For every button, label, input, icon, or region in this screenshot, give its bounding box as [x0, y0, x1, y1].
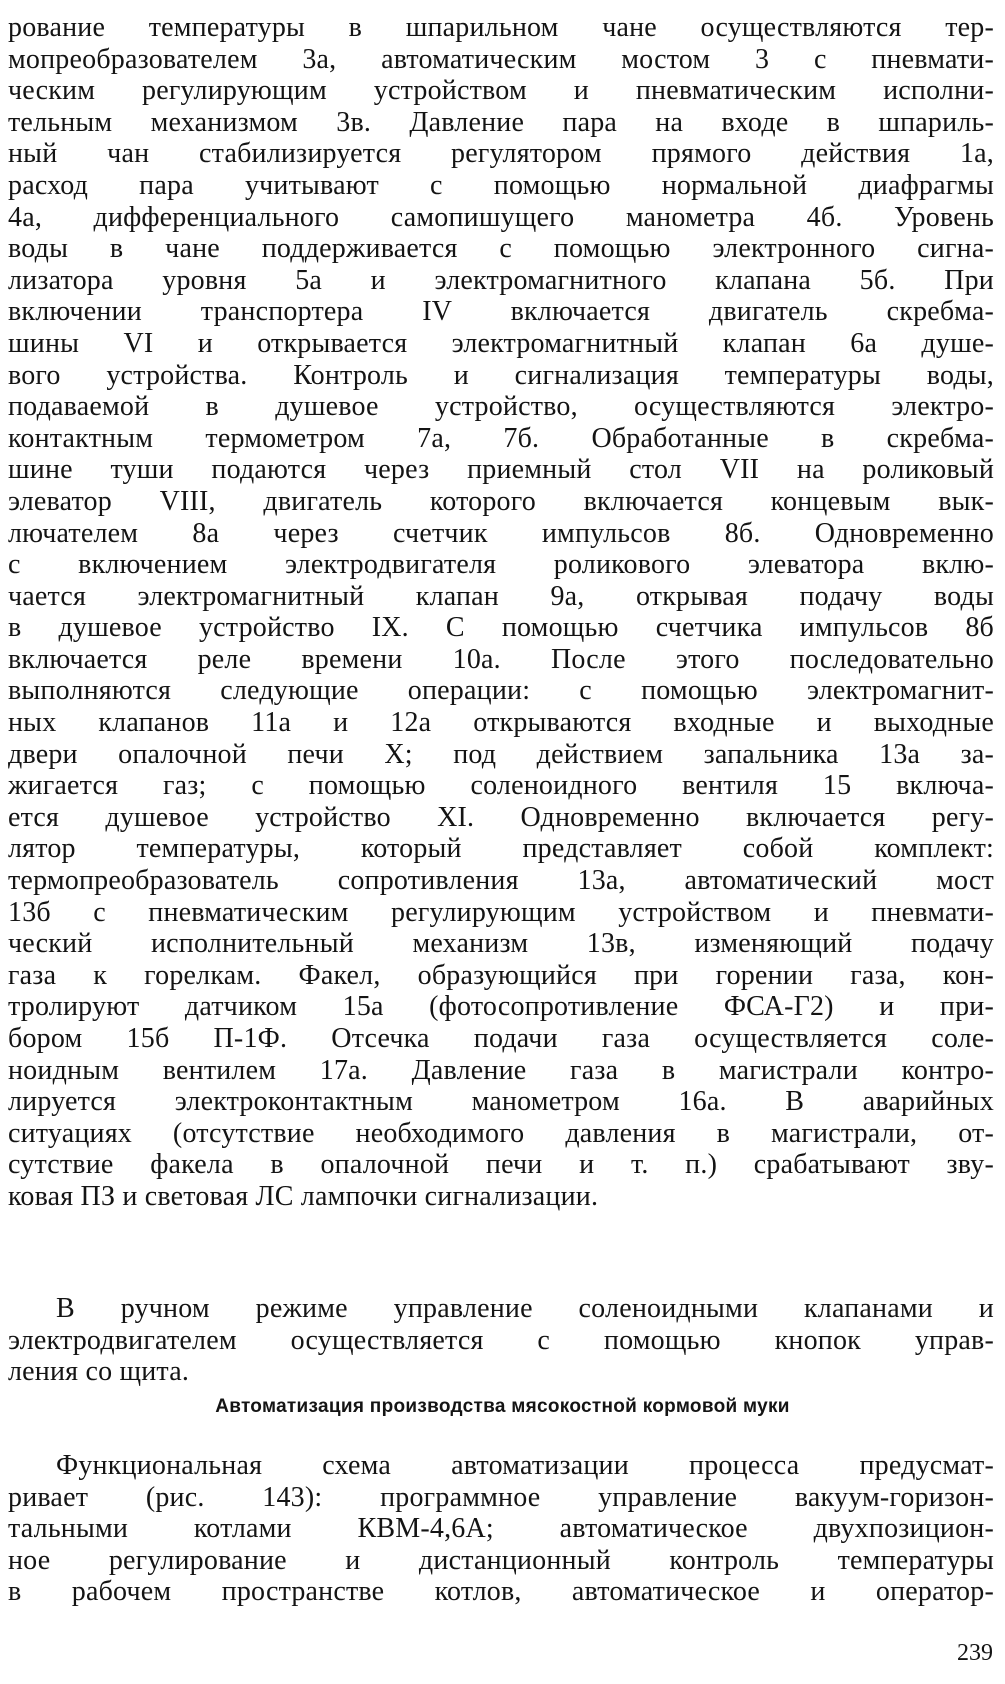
text-line: лятор температуры, который представляет собой комплект:: [8, 833, 994, 865]
text-line: электродвигателем осуществляется с помощью кнопок управ-: [8, 1324, 994, 1356]
text-line: с включением электродвигателя роликового элеватора вклю-: [8, 549, 994, 581]
text-line: ется душевое устройство XI. Одновременно включается регу-: [8, 801, 994, 833]
text-line: ривает (рис. 143): программное управление вакуум-горизон-: [8, 1481, 994, 1513]
text-line: контактным термометром 7а, 7б. Обработанные в скребма-: [8, 422, 994, 454]
text-line: двери опалочной печи X; под действием запальника 13а за-: [8, 738, 994, 770]
text-line: лизатора уровня 5а и электромагнитного клапана 5б. При: [8, 264, 994, 296]
text-line: выполняются следующие операции: с помощью электромагнит-: [8, 675, 994, 707]
text-line: элеватор VIII, двигатель которого включается концевым вык-: [8, 485, 994, 517]
text-line: чается электромагнитный клапан 9а, открывая подачу воды: [8, 580, 994, 612]
text-line: ческим регулирующим устройством и пневматическим исполни-: [8, 75, 994, 107]
text-line: газа к горелкам. Факел, образующийся при горении газа, кон-: [8, 959, 994, 991]
text-line: бором 15б П-1Ф. Отсечка подачи газа осуществляется соле-: [8, 1023, 994, 1054]
paragraph-manual-mode: [8, 1293, 994, 1388]
text-line: подаваемой в душевое устройство, осуществляются электро-: [8, 391, 994, 423]
text-line: жигается газ; с помощью соленоидного вентиля 15 включа-: [8, 770, 994, 802]
text-line: ческий исполнительный механизм 13в, изменяющий подачу: [8, 928, 994, 960]
text-line: лючателем 8а через счетчик импульсов 8б. Одновременно: [8, 517, 994, 549]
text-line: включении транспортера IV включается двигатель скребма-: [8, 296, 994, 328]
text-line: шины VI и открывается электромагнитный клапан 6а душе-: [8, 327, 994, 359]
text-line: расход пара учитывают с помощью нормальной диафрагмы: [8, 169, 994, 201]
text-line: лируется электроконтактным манометром 16а. В аварийных: [8, 1086, 994, 1118]
text-line: ления со щита.: [8, 1356, 190, 1388]
text-line: Функциональная схема автоматизации процесса предусмат-: [56, 1450, 994, 1481]
page-number: 239: [957, 1640, 993, 1666]
text-line: ных клапанов 11а и 12а открываются входные и выходные: [8, 707, 994, 739]
text-line: воды в чане поддерживается с помощью электронного сигна-: [8, 233, 994, 265]
text-line: мопреобразователем 3а, автоматическим мостом 3 с пневмати-: [8, 43, 994, 75]
text-line: ный чан стабилизируется регулятором прямого действия 1а,: [8, 138, 994, 170]
text-line: рование температуры в шпарильном чане осуществляются тер-: [8, 12, 994, 43]
text-line: термопреобразователь сопротивления 13а, автоматический мост: [8, 865, 994, 897]
paragraph-continued: [8, 12, 994, 1213]
section-heading: Автоматизация производства мясокостной кормовой муки: [215, 1396, 790, 1417]
text-line: сутствие факела в опалочной печи и т. п.) срабатывают зву-: [8, 1149, 994, 1181]
text-line: ковая ПЗ и световая ЛС лампочки сигнализации.: [8, 1180, 599, 1212]
text-line: тельным механизмом 3в. Давление пара на входе в шпариль-: [8, 106, 994, 138]
text-line: ситуациях (отсутствие необходимого давления в магистрали, от-: [8, 1117, 994, 1149]
text-line: в душевое устройство IX. С помощью счетчика импульсов 8б: [8, 612, 994, 644]
text-line: вого устройства. Контроль и сигнализация температуры воды,: [8, 359, 994, 391]
text-line: В ручном режиме управление соленоидными клапанами и: [56, 1293, 994, 1324]
text-line: ноидным вентилем 17а. Давление газа в магистрали контро-: [8, 1054, 994, 1086]
text-line: 13б с пневматическим регулирующим устройством и пневмати-: [8, 896, 994, 928]
text-line: в рабочем пространстве котлов, автоматическое и оператор-: [8, 1576, 994, 1608]
text-line: шине туши подаются через приемный стол VII на роликовый: [8, 454, 994, 486]
text-line: 4а, дифференциального самопишущего манометра 4б. Уровень: [8, 201, 994, 233]
paragraph-functional-scheme: [8, 1450, 994, 1608]
text-line: включается реле времени 10а. После этого последовательно: [8, 643, 994, 675]
text-line: ное регулирование и дистанционный контроль температуры: [8, 1544, 994, 1576]
text-line: тальными котлами КВМ-4,6А; автоматическое двухпозицион-: [8, 1513, 994, 1545]
text-line: тролируют датчиком 15а (фотосопротивление ФСА-Г2) и при-: [8, 991, 994, 1023]
